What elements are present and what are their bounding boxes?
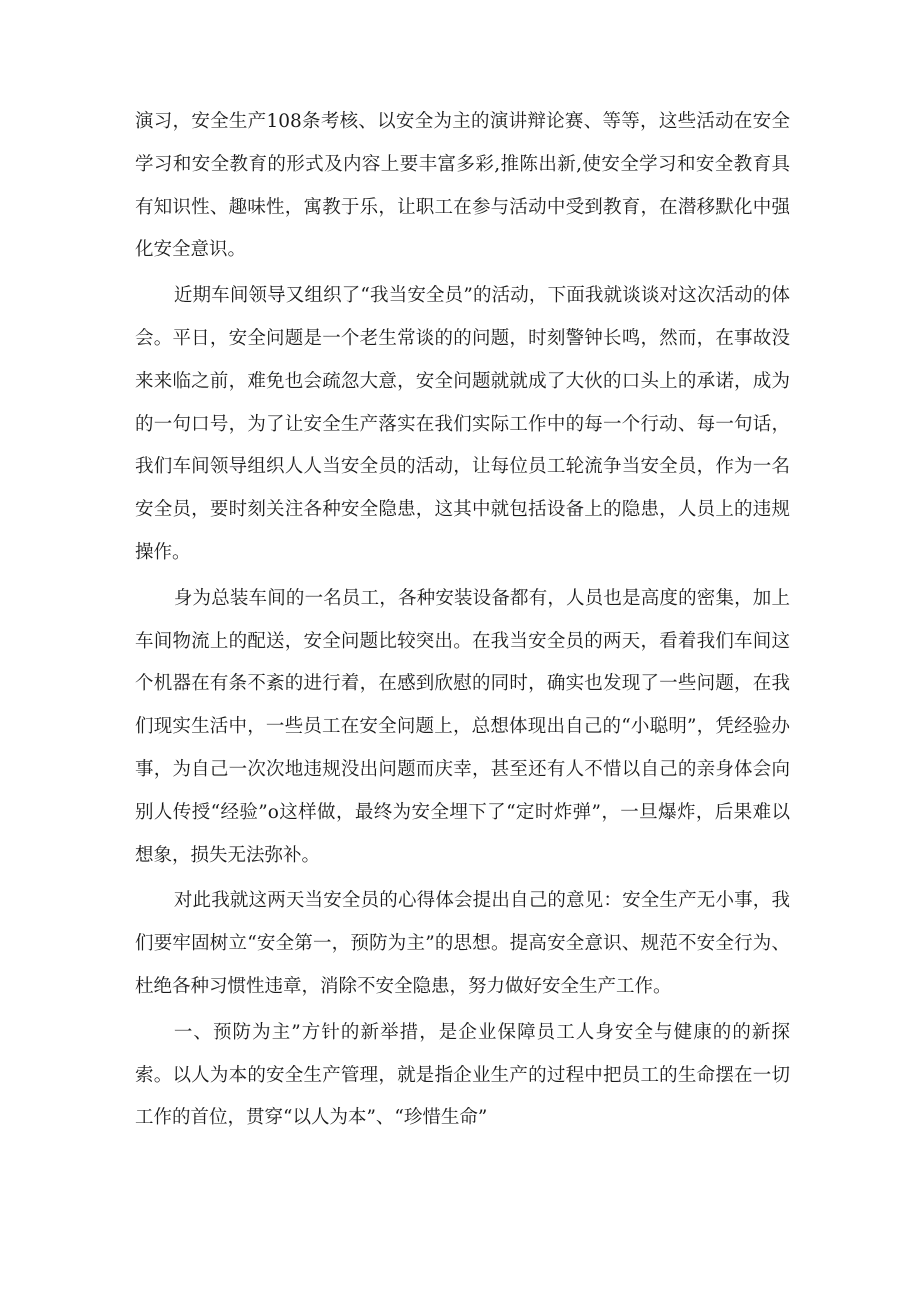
paragraph-opinions: 对此我就这两天当安全员的心得体会提出自己的意见：安全生产无小事，我们要牢固树立“安全第一，预防为主”的思想。提高安全意识、规范不安全行为、杜绝各种习惯性违章，消除不安全隐患，努力做好安全生产工作。 xyxy=(135,890,790,997)
paragraph-activity-experience: 近期车间领导又组织了“我当安全员”的活动，下面我就谈谈对这次活动的体会。平日，安全问题是一个老生常谈的的问题，时刻警钟长鸣，然而，在事故没来来临之前，难免也会疏忽大意，安全问题就就成了大伙的口头上的承诺，成为的一句口号，为了让安全生产落实在我们实际工作中的每一个行动、每一句话，我们车间领导组织人人当安全员的活动，让每位员工轮流争当安全员，作为一名安全员，要时刻关注各种安全隐患，这其中就包括设备上的隐患，人员上的违规操作。 xyxy=(135,285,790,563)
document-body xyxy=(135,101,790,1140)
paragraph-section-one: 一、预防为主”方针的新举措，是企业保障员工人身安全与健康的的新探索。以人为本的安全生产管理，就是指企业生产的过程中把员工的生命摆在一切工作的首位，贯穿“以人为本”、“珍惜生命” xyxy=(135,1021,790,1129)
paragraph-assembly-workshop: 身为总装车间的一名员工，各种安装设备都有，人员也是高度的密集，加上车间物流上的配送，安全问题比较突出。在我当安全员的两天，看着我们车间这个机器在有条不紊的进行着，在感到欣慰的同时，确实也发现了一些问题，在我们现实生活中，一些员工在安全问题上，总想体现出自己的“小聪明”，凭经验办事，为自己一次次地违规没出问题而庆幸，甚至还有人不惜以自己的亲身体会向别人传授“经验”o这样做，最终为安全埋下了“定时炸弹”，一旦爆炸，后果难以想象，损失无法弥补。 xyxy=(135,587,790,866)
paragraph-continuation: 演习，安全生产108条考核、以安全为主的演讲辩论赛、等等，这些活动在安全学习和安全教育的形式及内容上要丰富多彩,推陈出新,使安全学习和安全教育具有知识性、趣味性，寓教于乐，让职工在参与活动中受到教育，在潜移默化中强化安全意识。 xyxy=(135,111,790,261)
